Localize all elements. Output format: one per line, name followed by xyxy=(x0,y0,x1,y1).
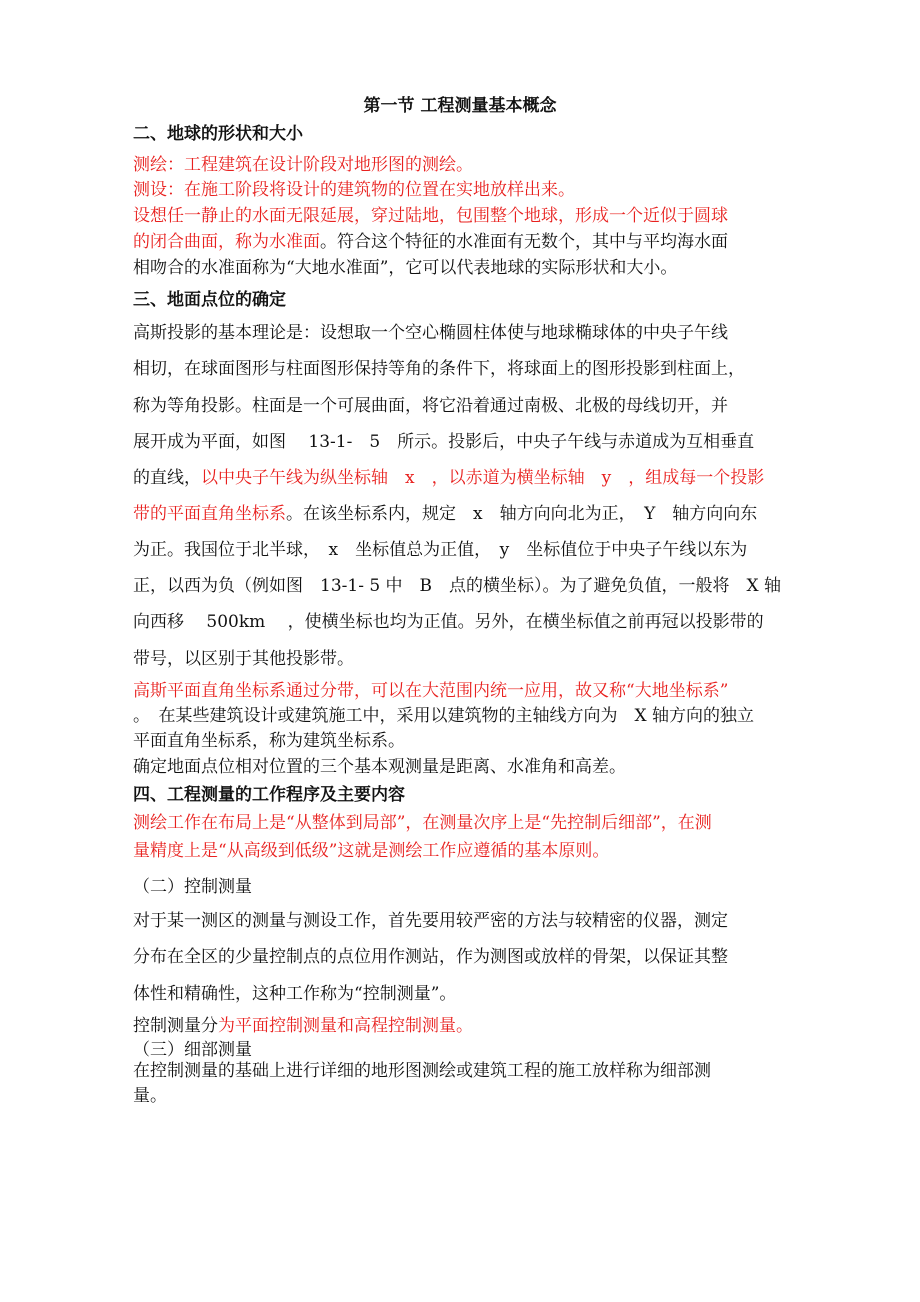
level-surface-black-text: 。符合这个特征的水准面有无数个，其中与平均海水面 xyxy=(320,232,728,252)
heading-work-procedure: 四、工程测量的工作程序及主要内容 xyxy=(133,785,405,805)
gauss-para-line-4: 展开成为平面，如图 13-1- 5 所示。投影后，中央子午线与赤道成为互相垂直 xyxy=(133,432,755,452)
gauss-line-5-black: 的直线， xyxy=(133,468,201,488)
control-para-line-2: 分布在全区的少量控制点的点位用作测站，作为测图或放样的骨架，以保证其整 xyxy=(133,947,728,967)
section-title: 第一节 工程测量基本概念 xyxy=(363,96,557,116)
control-types-line xyxy=(133,1015,473,1037)
level-surface-line-2 xyxy=(133,231,728,253)
subheading-detail-survey: （三）细部测量 xyxy=(133,1040,252,1060)
control-para-line-3: 体性和精确性，这种工作称为“控制测量”。 xyxy=(133,984,457,1004)
level-surface-red-text: 的闭合曲面，称为水准面 xyxy=(133,232,320,252)
gauss-para-line-8: 正，以西为负（例如图 13-1- 5 中 B 点的横坐标）。为了避免负值，一般将 X 轴 xyxy=(133,576,782,596)
gauss-para-line-5 xyxy=(133,467,764,489)
gauss-line-6-red: 带的平面直角坐标系 xyxy=(133,504,286,524)
gauss-para-line-10: 带号，以区别于其他投影带。 xyxy=(133,649,354,669)
heading-point-position: 三、地面点位的确定 xyxy=(133,290,286,310)
gauss-para-line-2: 相切，在球面图形与柱面图形保持等角的条件下，将球面上的图形投影到柱面上， xyxy=(133,359,745,379)
control-types-black: 控制测量分 xyxy=(133,1016,218,1036)
gauss-line-5-red: 以中央子午线为纵坐标轴 x ，以赤道为横坐标轴 y ，组成每一个投影 xyxy=(201,468,765,488)
heading-earth-shape: 二、地球的形状和大小 xyxy=(133,124,303,144)
principle-line-1: 测绘工作在布局上是“从整体到局部”，在测量次序上是“先控制后细部”，在测 xyxy=(133,813,712,833)
control-para-line-1: 对于某一测区的测量与测设工作，首先要用较严密的方法与较精密的仪器，测定 xyxy=(133,911,728,931)
principle-line-2: 量精度上是“从高级到低级”这就是测绘工作应遵循的基本原则。 xyxy=(133,841,610,861)
definition-setting-out: 测设：在施工阶段将设计的建筑物的位置在实地放样出来。 xyxy=(133,180,575,200)
gauss-para-line-6 xyxy=(133,503,757,525)
definition-surveying: 测绘：工程建筑在设计阶段对地形图的测绘。 xyxy=(133,155,473,175)
detail-para-line-2: 量。 xyxy=(133,1086,167,1106)
gauss-para-line-9: 向西移 500km ，使横坐标也均为正值。另外，在横坐标值之前再冠以投影带的 xyxy=(133,612,764,632)
basic-observations-line: 确定地面点位相对位置的三个基本观测量是距离、水准角和高差。 xyxy=(133,757,626,777)
subheading-control-survey: （二）控制测量 xyxy=(133,877,252,897)
control-types-red: 为平面控制测量和高程控制测量。 xyxy=(218,1016,473,1036)
detail-para-line-1: 在控制测量的基础上进行详细的地形图测绘或建筑工程的施工放样称为细部测 xyxy=(133,1061,711,1081)
level-surface-line-1: 设想任一静止的水面无限延展，穿过陆地，包围整个地球，形成一个近似于圆球 xyxy=(133,206,728,226)
geodetic-coordinate-line: 高斯平面直角坐标系通过分带，可以在大范围内统一应用，故又称“大地坐标系” xyxy=(133,681,729,701)
building-coordinate-line-2: 平面直角坐标系，称为建筑坐标系。 xyxy=(133,731,405,751)
gauss-line-6-black: 。在该坐标系内，规定 x 轴方向向北为正， Y 轴方向向东 xyxy=(286,504,758,524)
gauss-para-line-7: 为正。我国位于北半球， x 坐标值总为正值， y 坐标值位于中央子午线以东为 xyxy=(133,540,748,560)
gauss-para-line-3: 称为等角投影。柱面是一个可展曲面，将它沿着通过南极、北极的母线切开，并 xyxy=(133,396,728,416)
gauss-para-line-1: 高斯投影的基本理论是：设想取一个空心椭圆柱体使与地球椭球体的中央子午线 xyxy=(133,323,728,343)
geoid-line: 相吻合的水准面称为“大地水准面”，它可以代表地球的实际形状和大小。 xyxy=(133,258,678,278)
building-coordinate-line-1: 。 在某些建筑设计或建筑施工中，采用以建筑物的主轴线方向为 X 轴方向的独立 xyxy=(133,706,755,726)
